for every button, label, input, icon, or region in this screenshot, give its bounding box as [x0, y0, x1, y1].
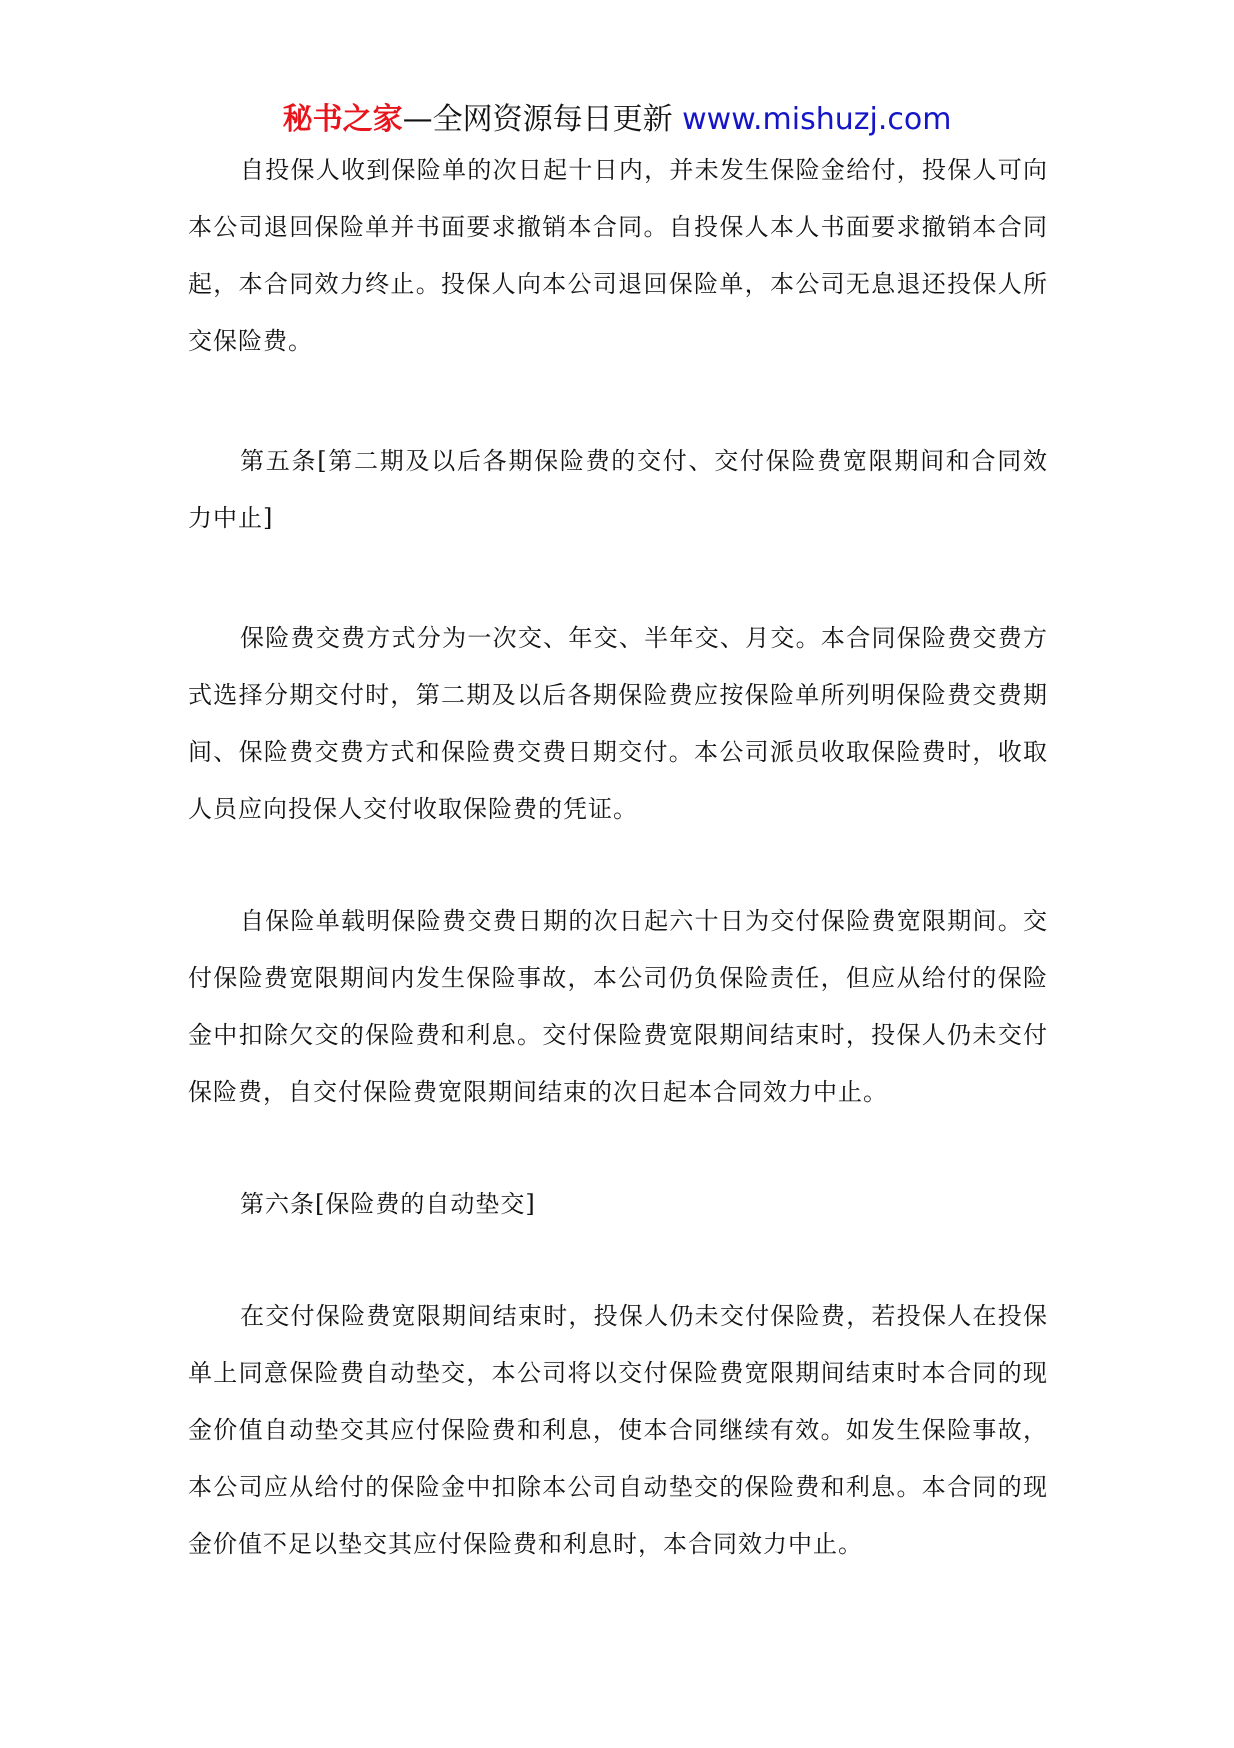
heading-article-5: 第五条[第二期及以后各期保险费的交付、交付保险费宽限期间和合同效力中止]: [188, 447, 1048, 532]
watermark-url[interactable]: www.mishuzj.com: [682, 102, 952, 137]
watermark-tagline: —全网资源每日更新: [402, 102, 673, 137]
heading-article-6: 第六条[保险费的自动垫交]: [240, 1190, 536, 1218]
paragraph-cancellation: 自投保人收到保险单的次日起十日内，并未发生保险金给付，投保人可向本公司退回保险单并书面要求撤销本合同。自投保人本人书面要求撤销本合同起，本合同效力终止。投保人向本公司退回保险单，本公司无息退还投保人所交保险费。: [188, 156, 1048, 355]
paragraph-grace-period: 自保险单载明保险费交费日期的次日起六十日为交付保险费宽限期间。交付保险费宽限期间内发生保险事故，本公司仍负保险责任，但应从给付的保险金中扣除欠交的保险费和利息。交付保险费宽限期间结束时，投保人仍未交付保险费，自交付保险费宽限期间结束的次日起本合同效力中止。: [188, 907, 1048, 1106]
watermark-brand: 秘书之家: [282, 102, 403, 137]
paragraph-payment-methods: 保险费交费方式分为一次交、年交、半年交、月交。本合同保险费交费方式选择分期交付时，第二期及以后各期保险费应按保险单所列明保险费交费期间、保险费交费方式和保险费交费日期交付。本公司派员收取保险费时，收取人员应向投保人交付收取保险费的凭证。: [188, 624, 1048, 823]
paragraph-automatic-premium-loan: 在交付保险费宽限期间结束时，投保人仍未交付保险费，若投保人在投保单上同意保险费自动垫交，本公司将以交付保险费宽限期间结束时本合同的现金价值自动垫交其应付保险费和利息，使本合同继续有效。如发生保险事故，本公司应从给付的保险金中扣除本公司自动垫交的保险费和利息。本合同的现金价值不足以垫交其应付保险费和利息时，本合同效力中止。: [188, 1302, 1048, 1558]
document-body: [188, 142, 1048, 1573]
site-watermark-header: [0, 100, 1234, 140]
